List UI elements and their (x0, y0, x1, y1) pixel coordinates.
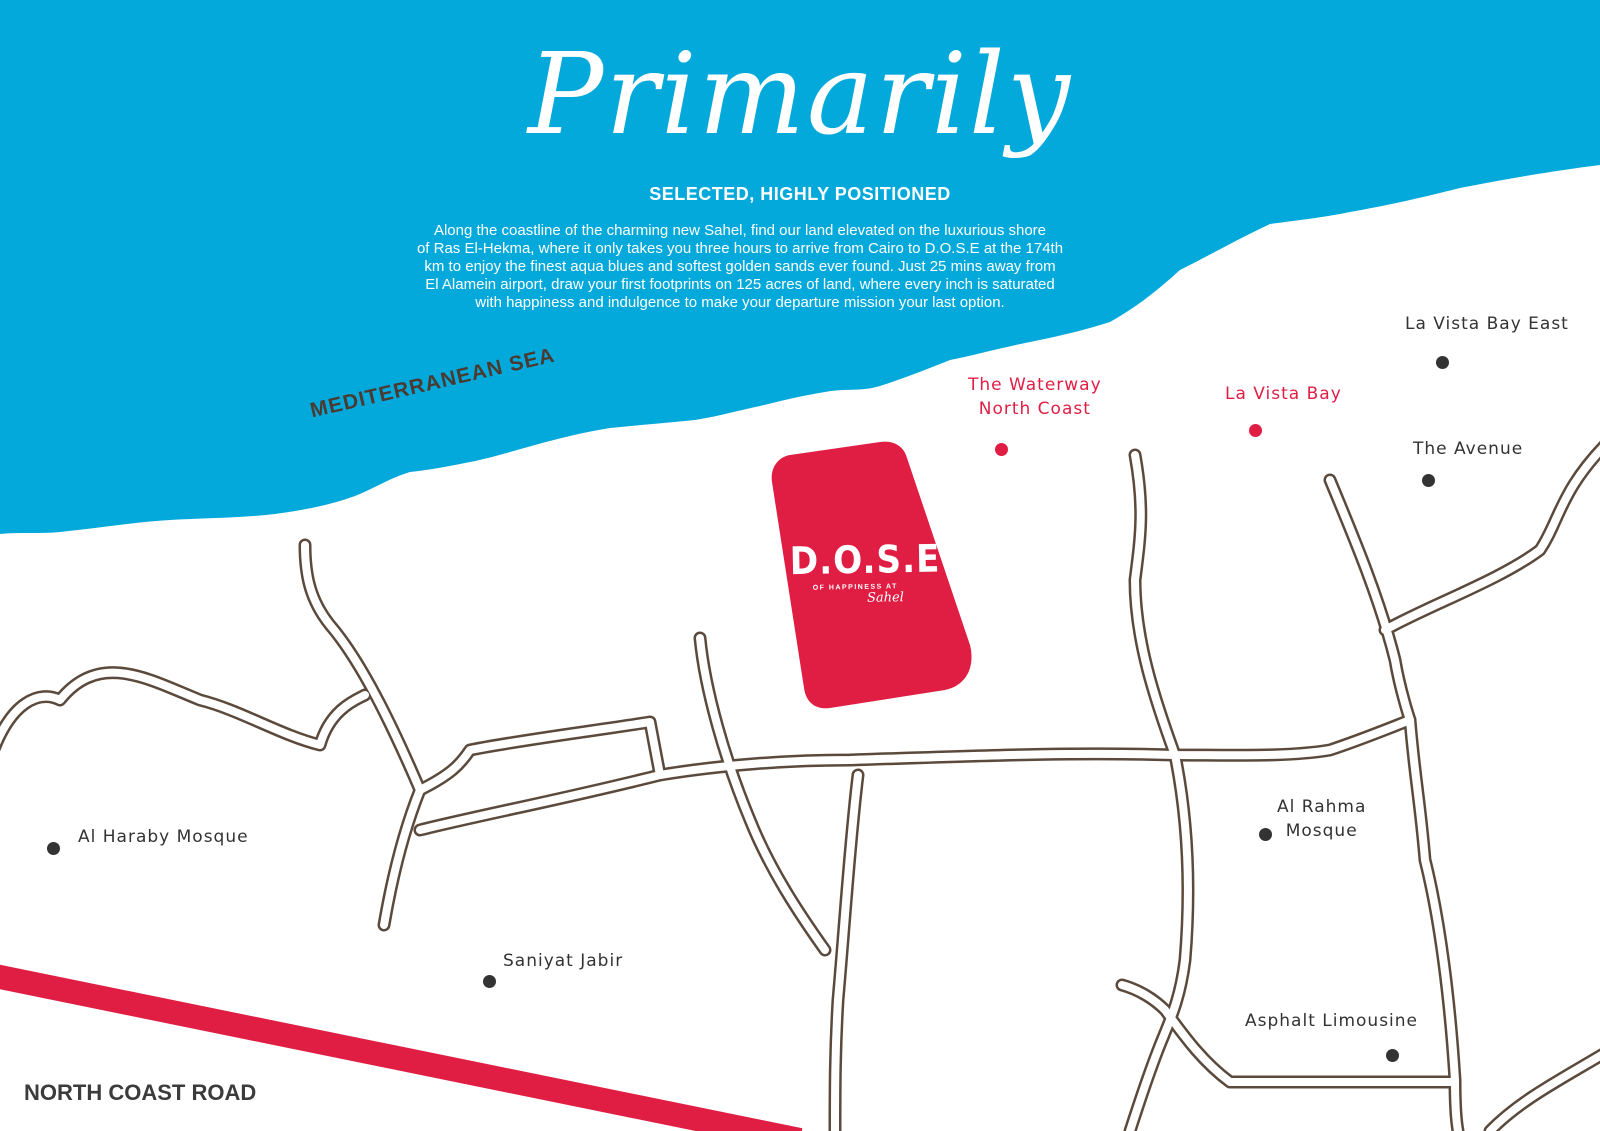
dose-logo-name: D.O.S.E (789, 536, 941, 584)
intro-line: El Alamein airport, draw your first footprints on 125 acres of land, where every inch is saturated (425, 276, 1055, 293)
red-dot-icon[interactable] (1249, 424, 1262, 437)
dose-logo[interactable] (789, 536, 941, 607)
poi-label-the-waterway: The Waterway North Coast (968, 375, 1102, 419)
dark-dot-icon[interactable] (1436, 356, 1449, 369)
poi-label-al-haraby-mosque: Al Haraby Mosque (78, 827, 249, 847)
dark-dot-icon[interactable] (1386, 1049, 1399, 1062)
intro-line: km to enjoy the finest aqua blues and softest golden sands ever found. Just 25 mins away from (424, 258, 1056, 275)
dark-dot-icon[interactable] (483, 975, 496, 988)
dark-dot-icon[interactable] (1259, 828, 1272, 841)
dose-logo-tagline: OF HAPPINESS AT (812, 583, 898, 592)
poi-label-al-rahma-mosque: Al Rahma Mosque (1277, 797, 1367, 841)
page-title: Primarily (527, 30, 1073, 160)
poi-label-la-vista-bay: La Vista Bay (1225, 384, 1342, 404)
north-coast-road-label: NORTH COAST ROAD (24, 1080, 257, 1105)
intro-line: Along the coastline of the charming new Sahel, find our land elevated on the luxurious shore (433, 222, 1047, 239)
dark-dot-icon[interactable] (1422, 474, 1435, 487)
intro-line: of Ras El-Hekma, where it only takes you three hours to arrive from Cairo to D.O.S.E at the 174th (416, 240, 1064, 257)
poi-label-la-vista-bay-east: La Vista Bay East (1405, 314, 1569, 334)
red-dot-icon[interactable] (995, 443, 1008, 456)
sea-label: MEDITERRANEAN SEA (308, 343, 558, 423)
intro-paragraph (380, 222, 1100, 312)
poi-label-saniyat-jabir: Saniyat Jabir (503, 951, 624, 971)
intro-line: with happiness and indulgence to make your departure mission your last option. (475, 294, 1005, 311)
dose-logo-script: Sahel (866, 590, 905, 606)
poi-label-asphalt-limousine: Asphalt Limousine (1245, 1011, 1419, 1031)
dark-dot-icon[interactable] (47, 842, 60, 855)
page-subtitle: SELECTED, HIGHLY POSITIONED (649, 184, 951, 204)
poi-label-the-avenue: The Avenue (1413, 439, 1524, 459)
